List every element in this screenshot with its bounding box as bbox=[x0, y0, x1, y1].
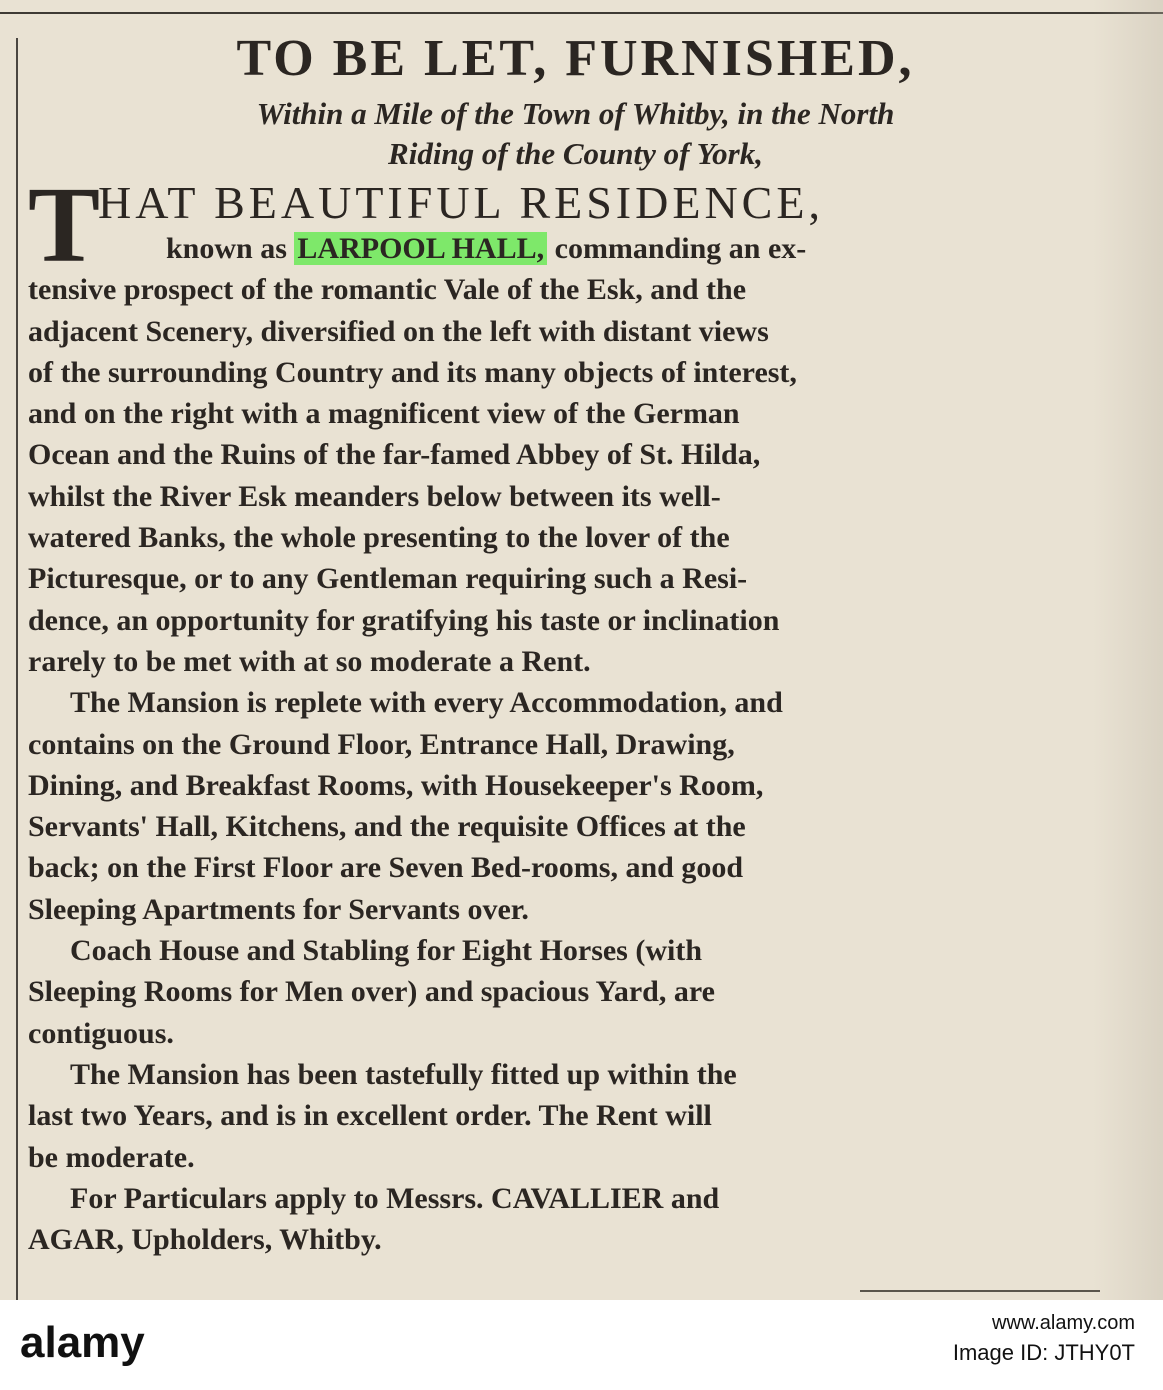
body-line: watered Banks, the whole presenting to the lover of the bbox=[28, 521, 730, 555]
lead-line bbox=[28, 166, 1123, 285]
body-line: The Mansion has been tastefully fitted up within the bbox=[70, 1057, 737, 1091]
advertisement bbox=[28, 30, 1123, 1260]
body-line: last two Years, and is in excellent order. The Rent will bbox=[28, 1099, 712, 1133]
known-as-text: known as bbox=[166, 232, 287, 265]
body-line: contiguous. bbox=[28, 1016, 174, 1050]
body-line: For Particulars apply to Messrs. CAVALLIER and bbox=[70, 1181, 720, 1215]
subhead-line: Within a Mile of the Town of Whitby, in the North bbox=[256, 96, 895, 131]
body-line: Sleeping Apartments for Servants over. bbox=[28, 892, 529, 926]
top-rule bbox=[0, 12, 1163, 14]
ad-body bbox=[28, 228, 1123, 1260]
body-line: of the surrounding Country and its many objects of interest, bbox=[28, 355, 797, 389]
highlighted-name: LARPOOL HALL, bbox=[294, 232, 547, 265]
subhead bbox=[28, 94, 1123, 174]
subhead-line: Riding of the County of York, bbox=[388, 136, 763, 171]
body-line: Servants' Hall, Kitchens, and the requisite Offices at the bbox=[28, 810, 746, 844]
body-line: rarely to be met with at so moderate a Rent. bbox=[28, 644, 591, 678]
body-line: and on the right with a magnificent view of the German bbox=[28, 397, 740, 431]
image-id: Image ID: JTHY0T bbox=[952, 1340, 1135, 1365]
bottom-rule bbox=[860, 1290, 1100, 1292]
body-line: be moderate. bbox=[28, 1140, 195, 1174]
alamy-logo: alamy bbox=[20, 1318, 145, 1367]
body-line: dence, an opportunity for gratifying his taste or inclination bbox=[28, 603, 780, 637]
body-line: Ocean and the Ruins of the far-famed Abbey of St. Hilda, bbox=[28, 438, 761, 472]
site-url: www.alamy.com bbox=[992, 1312, 1135, 1334]
body-line: back; on the First Floor are Seven Bed-rooms, and good bbox=[28, 851, 744, 885]
column-rule bbox=[16, 38, 18, 1300]
body-line: tensive prospect of the romantic Vale of the Esk, and the bbox=[28, 273, 747, 307]
body-line: Sleeping Rooms for Men over) and spacious Yard, are bbox=[28, 975, 715, 1009]
body-line: AGAR, Upholders, Whitby. bbox=[28, 1223, 382, 1257]
headline: TO BE LET, FURNISHED, bbox=[236, 30, 915, 87]
commanding-text: commanding an ex- bbox=[554, 232, 807, 265]
body-line: Picturesque, or to any Gentleman requiring such a Resi- bbox=[28, 562, 748, 596]
body-line: Coach House and Stabling for Eight Horses (with bbox=[70, 934, 703, 968]
drop-cap: T bbox=[28, 166, 101, 285]
lead-title: HAT BEAUTIFUL RESIDENCE, bbox=[98, 177, 824, 228]
body-line: contains on the Ground Floor, Entrance Hall, Drawing, bbox=[28, 727, 735, 761]
body-line: adjacent Scenery, diversified on the left with distant views bbox=[28, 314, 769, 348]
body-line: The Mansion is replete with every Accommodation, and bbox=[70, 686, 783, 720]
body-line: Dining, and Breakfast Rooms, with Housekeeper's Room, bbox=[28, 768, 764, 802]
body-line: whilst the River Esk meanders below between its well- bbox=[28, 479, 721, 513]
